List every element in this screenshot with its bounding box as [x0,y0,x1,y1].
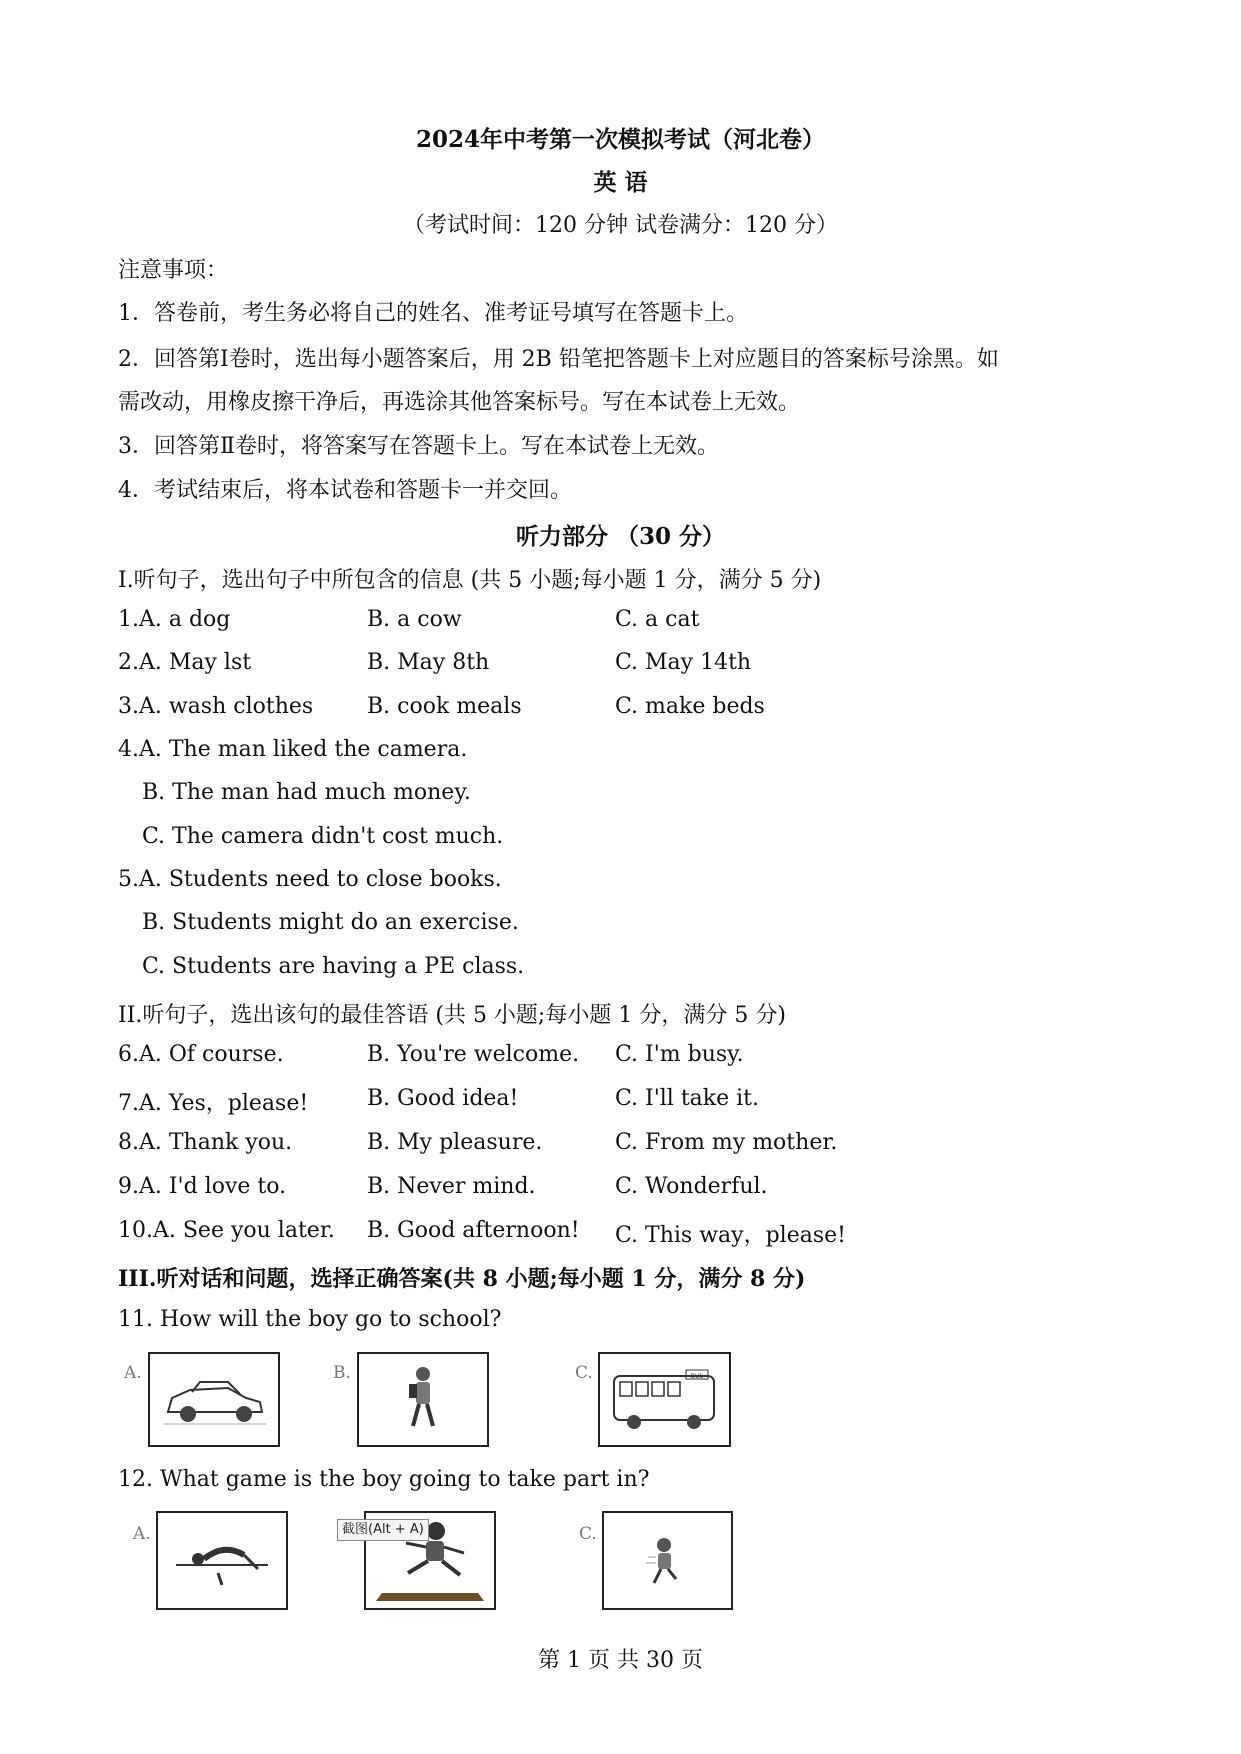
option-5c: C. Students are having a PE class. [142,954,525,979]
question-12: 12. What game is the boy going to take part in? [118,1467,650,1492]
option-3b: B. cook meals [367,694,522,719]
screenshot-tooltip: 截图(Alt + A) [337,1519,429,1541]
car-picture [148,1352,280,1447]
picture-label-a: A. [133,1524,151,1544]
question-11: 11. How will the boy go to school? [118,1307,502,1332]
option-4c: C. The camera didn't cost much. [142,824,504,849]
option-6a: 6.A. Of course. [118,1042,284,1067]
notice-item: 需改动，用橡皮擦干净后，再选涂其他答案标号。写在本试卷上无效。 [118,390,801,415]
option-8c: C. From my mother. [615,1130,838,1155]
part2-heading: II.听句子，选出该句的最佳答语 (共 5 小题;每小题 1 分，满分 5 分) [118,1003,786,1028]
picture-label-c: C. [579,1524,597,1544]
option-4b: B. The man had much money. [142,780,471,805]
option-1a: 1.A. a dog [118,607,231,632]
option-7c: C. I'll take it. [615,1086,760,1111]
notice-item: 3．回答第Ⅱ卷时，将答案写在答题卡上。写在本试卷上无效。 [118,434,719,459]
option-3a: 3.A. wash clothes [118,694,314,719]
listening-heading: 听力部分 （30 分） [515,523,726,550]
notice-item: 1．答卷前，考生务必将自己的姓名、准考证号填写在答题卡上。 [118,301,748,326]
option-8b: B. My pleasure. [367,1130,543,1155]
option-5a: 5.A. Students need to close books. [118,867,502,892]
option-4a: 4.A. The man liked the camera. [118,737,468,762]
option-3c: C. make beds [615,694,765,719]
walking-boy-picture [357,1352,489,1447]
option-2c: C. May 14th [615,650,752,675]
option-6c: C. I'm busy. [615,1042,744,1067]
subject-title: 英 语 [593,169,648,196]
option-9c: C. Wonderful. [615,1174,768,1199]
running-boy-picture [602,1511,733,1610]
bus-picture [598,1352,731,1447]
picture-label-a: A. [124,1363,142,1383]
exam-title: 2024年中考第一次模拟考试（河北卷） [415,126,825,153]
bus-sign-text: BUS [690,1373,704,1380]
option-1b: B. a cow [367,607,462,632]
part1-heading: I.听句子，选出句子中所包含的信息 (共 5 小题;每小题 1 分，满分 5 分) [118,568,822,593]
page-footer: 第 1 页 共 30 页 [538,1648,703,1673]
option-10c: C. This way，please! [615,1223,846,1248]
notice-item: 2．回答第Ⅰ卷时，选出每小题答案后，用 2B 铅笔把答题卡上对应题目的答案标号涂黑。如 [118,347,999,372]
option-2b: B. May 8th [367,650,490,675]
option-10b: B. Good afternoon! [367,1218,580,1243]
option-10a: 10.A. See you later. [118,1218,335,1243]
high-jump-picture [156,1511,288,1610]
option-9a: 9.A. I'd love to. [118,1174,287,1199]
picture-label-b: B. [333,1363,351,1383]
option-2a: 2.A. May lst [118,650,252,675]
option-6b: B. You're welcome. [367,1042,580,1067]
notice-item: 4．考试结束后，将本试卷和答题卡一并交回。 [118,478,572,503]
option-1c: C. a cat [615,607,700,632]
notice-heading: 注意事项： [118,258,229,283]
option-8a: 8.A. Thank you. [118,1130,293,1155]
option-9b: B. Never mind. [367,1174,536,1199]
picture-label-c: C. [575,1363,593,1383]
option-5b: B. Students might do an exercise. [142,910,519,935]
part3-heading: III.听对话和问题，选择正确答案(共 8 小题;每小题 1 分，满分 8 分) [118,1266,806,1292]
option-7a: 7.A. Yes，please! [118,1091,309,1116]
exam-info: （考试时间：120 分钟 试卷满分：120 分） [403,213,838,238]
option-7b: B. Good idea! [367,1086,519,1111]
